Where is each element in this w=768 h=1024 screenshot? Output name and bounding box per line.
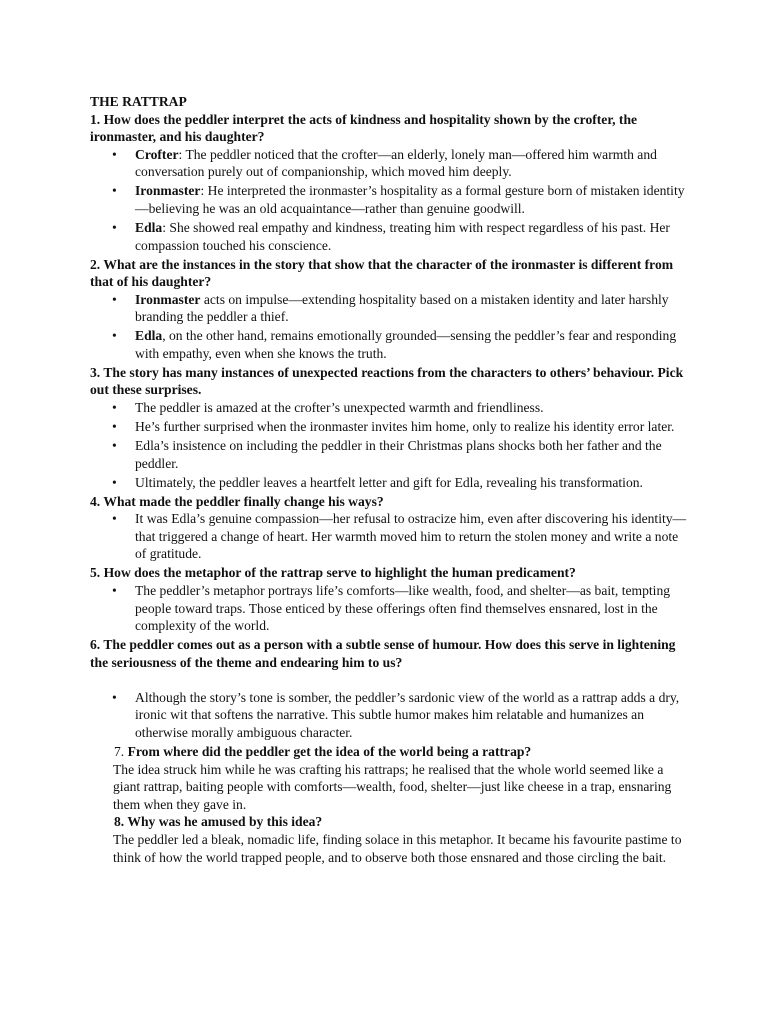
- answer-list-2: [90, 291, 690, 363]
- list-item: • Crofter: The peddler noticed that the crofter—an elderly, lonely man—offered him warmth and conversation purely out of companionship, which moved him deeply.: [112, 146, 657, 180]
- bullet-icon: •: [112, 183, 117, 199]
- list-item: • Edla’s insistence on including the peddler in their Christmas plans shocks both her father and the peddler.: [112, 438, 662, 471]
- question-4: 4. What made the peddler finally change his ways?: [90, 493, 384, 509]
- bullet-icon: •: [112, 474, 117, 490]
- bullet-icon: •: [112, 291, 117, 307]
- bullet-icon: •: [112, 219, 117, 235]
- question-2: 2. What are the instances in the story that show that the character of the ironmaster is different from that of his daughter?: [90, 256, 674, 290]
- list-item: • Ironmaster acts on impulse—extending hospitality based on a mistaken identity and later harshly branding the peddler a thief.: [112, 291, 669, 325]
- bullet-icon: •: [112, 328, 117, 344]
- list-item: • Edla, on the other hand, remains emotionally grounded—sensing the peddler’s fear and responding with empathy, even when she knows the truth.: [112, 328, 677, 361]
- list-item: • Edla: She showed real empathy and kindness, treating him with respect regardless of his past. Her compassion touched his conscience.: [112, 219, 670, 253]
- question-5: 5. How does the metaphor of the rattrap serve to highlight the human predicament?: [90, 565, 576, 581]
- list-item: • Although the story’s tone is somber, the peddler’s sardonic view of the world as a rattrap adds a dry, ironic wit that softens the narrative. This subtle humor makes him relatable and humanizes an otherwise morally ambiguous character.: [112, 689, 680, 741]
- question-8: 8. Why was he amused by this idea?: [114, 814, 323, 830]
- answer-7: The idea struck him while he was crafting his rattraps; he realised that the whole world seemed like a giant rattrap, baiting people with comforts—wealth, food, shelter—just like cheese in a trap, ensnaring them when they gave in.: [113, 761, 672, 812]
- answer-list-1: [90, 146, 690, 254]
- list-item: • He’s further surprised when the ironmaster invites him home, only to realize his identity error later.: [112, 419, 675, 435]
- question-7: 7. From where did the peddler get the idea of the world being a rattrap?: [114, 744, 532, 760]
- answer-list-3: [90, 399, 690, 491]
- document-body: [90, 93, 690, 866]
- bullet-icon: •: [112, 582, 117, 598]
- bullet-icon: •: [112, 419, 117, 435]
- answer-list-4: [90, 510, 690, 563]
- list-item: • Ultimately, the peddler leaves a heartfelt letter and gift for Edla, revealing his transformation.: [112, 474, 643, 490]
- bullet-icon: •: [112, 689, 117, 705]
- question-1: 1. How does the peddler interpret the acts of kindness and hospitality shown by the crofter, the ironmaster, and his daughter?: [90, 111, 638, 145]
- spacer: [90, 671, 690, 689]
- bullet-icon: •: [112, 146, 117, 162]
- list-item: • The peddler’s metaphor portrays life’s comforts—like wealth, food, and shelter—as bait, tempting people toward traps. Those enticed by these offerings often find themselves ensnared, lost in the complexity of the world.: [112, 582, 671, 634]
- bullet-icon: •: [112, 511, 117, 527]
- bullet-icon: •: [112, 400, 117, 416]
- answer-list-6: [90, 689, 690, 742]
- question-6: 6. The peddler comes out as a person with a subtle sense of humour. How does this serve in lightening the seriousness of the theme and endearing him to us?: [90, 637, 676, 670]
- list-item: • The peddler is amazed at the crofter’s unexpected warmth and friendliness.: [112, 400, 544, 416]
- question-3: 3. The story has many instances of unexpected reactions from the characters to others’ behaviour. Pick out these surprises.: [90, 364, 684, 398]
- list-item: • Ironmaster: He interpreted the ironmaster’s hospitality as a formal gesture born of mistaken identity—believing he was an old acquaintance—rather than genuine goodwill.: [112, 183, 685, 216]
- document-title: THE RATTRAP: [90, 94, 187, 109]
- bullet-icon: •: [112, 438, 117, 454]
- list-item: • It was Edla’s genuine compassion—her refusal to ostracize him, even after discovering his identity—that triggered a change of heart. Her warmth moved him to return the stolen money and write a note of gratitude.: [112, 511, 687, 562]
- answer-8: The peddler led a bleak, nomadic life, finding solace in this metaphor. It became his favourite pastime to think of how the world trapped people, and to observe both those ensnared and those circling the bait.: [113, 832, 682, 865]
- answer-list-5: [90, 582, 690, 635]
